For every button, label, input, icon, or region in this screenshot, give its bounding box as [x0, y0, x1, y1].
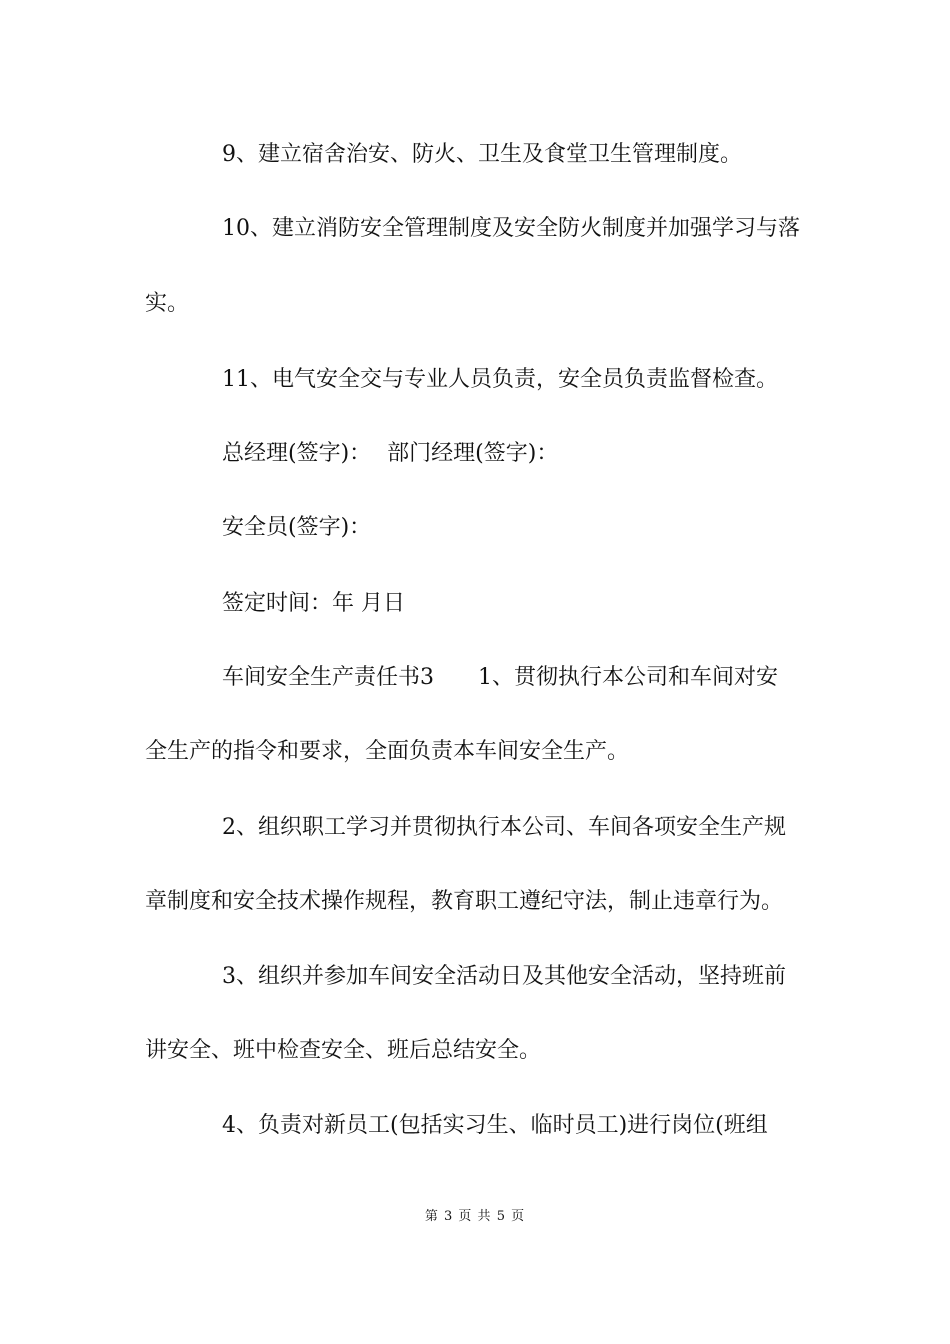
- paragraph-line: 10、建立消防安全管理制度及安全防火制度并加强学习与落: [222, 216, 800, 241]
- signing-date-label: 签定时间：年 月日: [222, 591, 405, 616]
- department-manager-signature-label: 部门经理(签字)：: [387, 441, 559, 466]
- paragraph-start: 1、贯彻执行本公司和车间对安: [478, 665, 778, 690]
- paragraph-line: 实。: [145, 291, 190, 316]
- paragraph-line: 全生产的指令和要求，全面负责本车间安全生产。: [145, 739, 630, 764]
- safety-officer-signature-label: 安全员(签字)：: [222, 515, 372, 540]
- paragraph-line: 11、电气安全交与专业人员负责，安全员负责监督检查。: [222, 367, 778, 392]
- section-heading-line: [222, 662, 810, 694]
- paragraph-line: 2、组织职工学习并贯彻执行本公司、车间各项安全生产规: [222, 815, 786, 840]
- paragraph-line: 3、组织并参加车间安全活动日及其他安全活动，坚持班前: [222, 964, 786, 989]
- paragraph-line: 章制度和安全技术操作规程，教育职工遵纪守法，制止违章行为。: [145, 889, 784, 914]
- paragraph-line: 4、负责对新员工(包括实习生、临时员工)进行岗位(班组: [222, 1113, 768, 1138]
- paragraph-line: 讲安全、班中检查安全、班后总结安全。: [145, 1038, 542, 1063]
- section-title: 车间安全生产责任书3: [222, 665, 434, 690]
- paragraph-line: 9、建立宿舍治安、防火、卫生及食堂卫生管理制度。: [222, 142, 742, 167]
- page-number-footer: 第 3 页 共 5 页: [424, 1209, 526, 1224]
- signature-line: [222, 438, 810, 470]
- general-manager-signature-label: 总经理(签字)：: [222, 441, 372, 466]
